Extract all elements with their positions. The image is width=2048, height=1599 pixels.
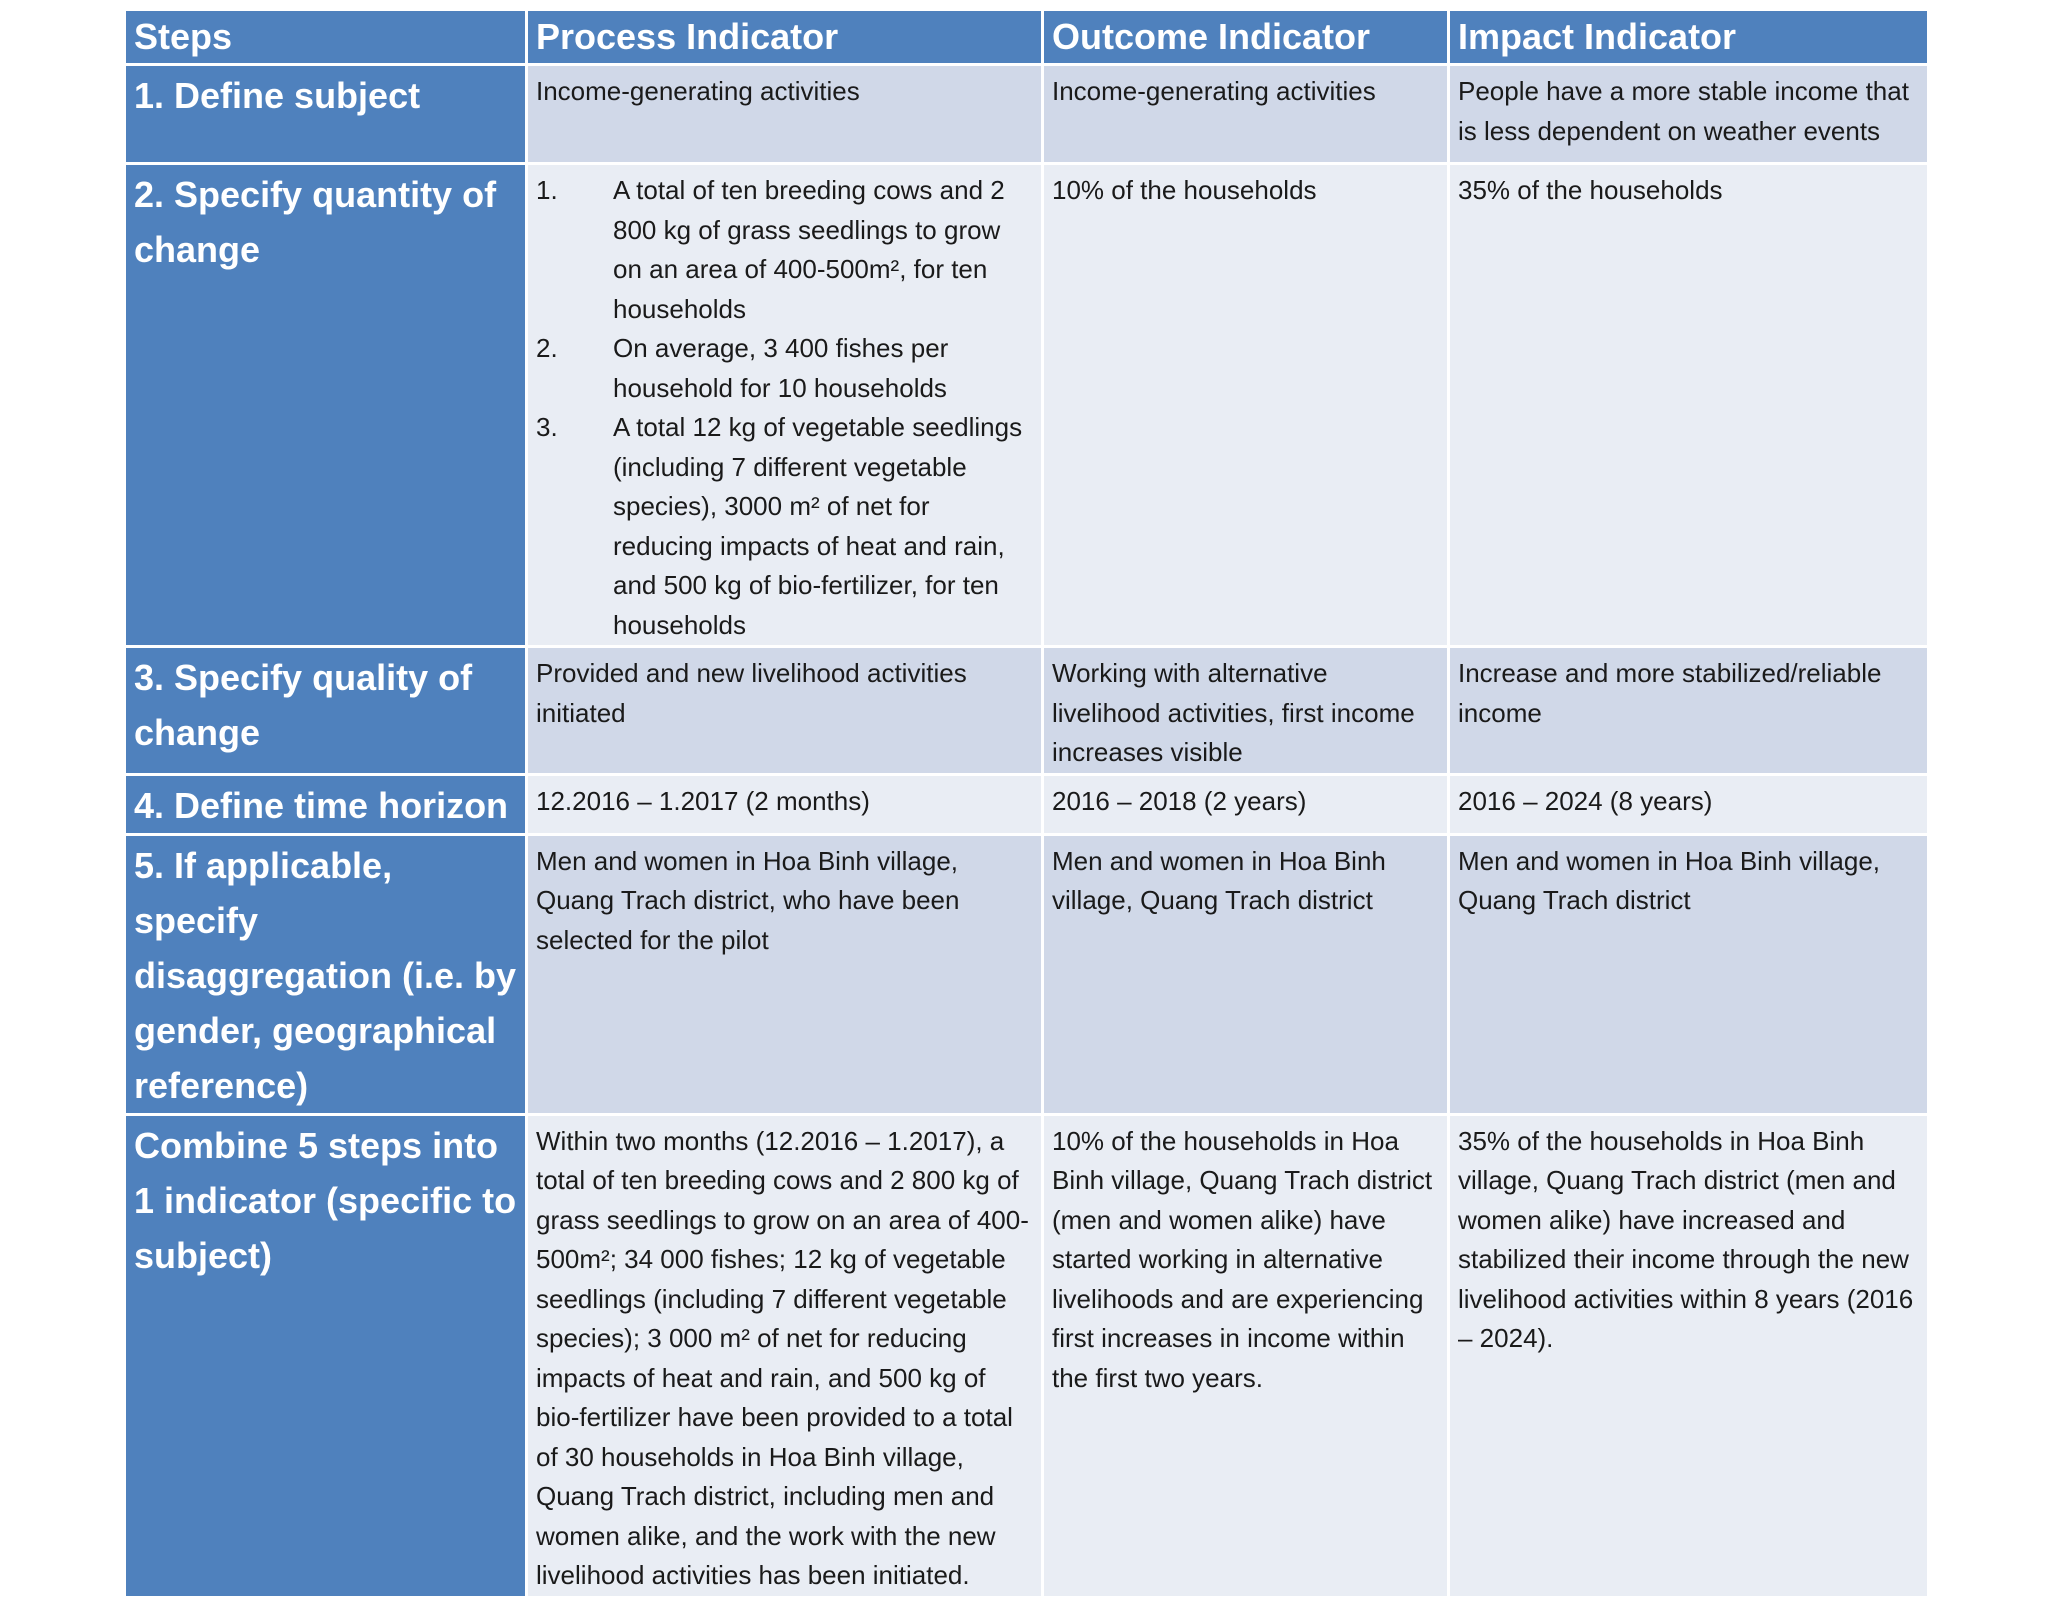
table-row-disaggregation [125,834,1929,1114]
list-item-number: 1. [536,175,558,205]
impact-cell: Increase and more stabilized/reliable income [1449,647,1929,775]
step-label: 5. If applicable, specify disaggregation (i.e. by gender, geographical reference) [125,834,527,1114]
indicator-table [123,8,1930,1599]
header-outcome-indicator: Outcome Indicator [1043,10,1449,65]
step-label: 4. Define time horizon [125,774,527,834]
list-item-text: On average, 3 400 fishes per household for 10 households [613,333,949,403]
outcome-cell: Working with alternative livelihood activities, first income increases visible [1043,647,1449,775]
outcome-cell: 2016 – 2018 (2 years) [1043,774,1449,834]
table-row-quality-of-change [125,647,1929,775]
header-steps: Steps [125,10,527,65]
impact-cell: People have a more stable income that is less dependent on weather events [1449,65,1929,164]
outcome-cell: 10% of the households in Hoa Binh village, Quang Trach district (men and women alike) have started working in alternative livelihoods and are experiencing first increases in income within the first two years. [1043,1114,1449,1597]
impact-cell: 35% of the households [1449,164,1929,647]
list-item-number: 2. [536,333,558,363]
step-label: Combine 5 steps into 1 indicator (specific to subject) [125,1114,527,1597]
list-item-text: A total 12 kg of vegetable seedlings (including 7 different vegetable species), 3000 m² of net for reducing impacts of heat and rain, and 500 kg of bio-fertilizer, for ten households [613,412,1023,640]
table-row-define-subject [125,65,1929,164]
impact-cell: Men and women in Hoa Binh village, Quang Trach district [1449,834,1929,1114]
header-row [125,10,1929,65]
list-item-text: A total of ten breeding cows and 2 800 kg of grass seedlings to grow on an area of 400-500m², for ten households [613,175,1005,324]
table-row-quantity-of-change [125,164,1929,647]
table-row-time-horizon [125,774,1929,834]
impact-cell: 2016 – 2024 (8 years) [1449,774,1929,834]
outcome-cell: 10% of the households [1043,164,1449,647]
list-item [536,171,1033,329]
header-impact-indicator: Impact Indicator [1449,10,1929,65]
impact-cell: 35% of the households in Hoa Binh village, Quang Trach district (men and women alike) have increased and stabilized their income through the new livelihood activities within 8 years (2016 – 2024). [1449,1114,1929,1597]
process-item-list [536,171,1033,645]
table-row-combined-indicator [125,1114,1929,1597]
process-cell: Men and women in Hoa Binh village, Quang Trach district, who have been selected for the pilot [527,834,1043,1114]
process-cell: Provided and new livelihood activities initiated [527,647,1043,775]
outcome-cell: Income-generating activities [1043,65,1449,164]
header-process-indicator: Process Indicator [527,10,1043,65]
list-item [536,329,1033,408]
step-label: 1. Define subject [125,65,527,164]
list-item [536,408,1033,645]
list-item-number: 3. [536,412,558,442]
outcome-cell: Men and women in Hoa Binh village, Quang Trach district [1043,834,1449,1114]
process-cell: Income-generating activities [527,65,1043,164]
process-cell: Within two months (12.2016 – 1.2017), a total of ten breeding cows and 2 800 kg of grass seedlings to grow on an area of 400-500m²; 34 000 fishes; 12 kg of vegetable seedlings (including 7 different vegetable species); 3 000 m² of net for reducing impacts of heat and rain, and 500 kg of bio-fertilizer have been provided to a total of 30 households in Hoa Binh village, Quang Trach district, including men and women alike, and the work with the new livelihood activities has been initiated. [527,1114,1043,1597]
process-cell: 12.2016 – 1.2017 (2 months) [527,774,1043,834]
step-label: 2. Specify quantity of change [125,164,527,647]
process-cell [527,164,1043,647]
step-label: 3. Specify quality of change [125,647,527,775]
